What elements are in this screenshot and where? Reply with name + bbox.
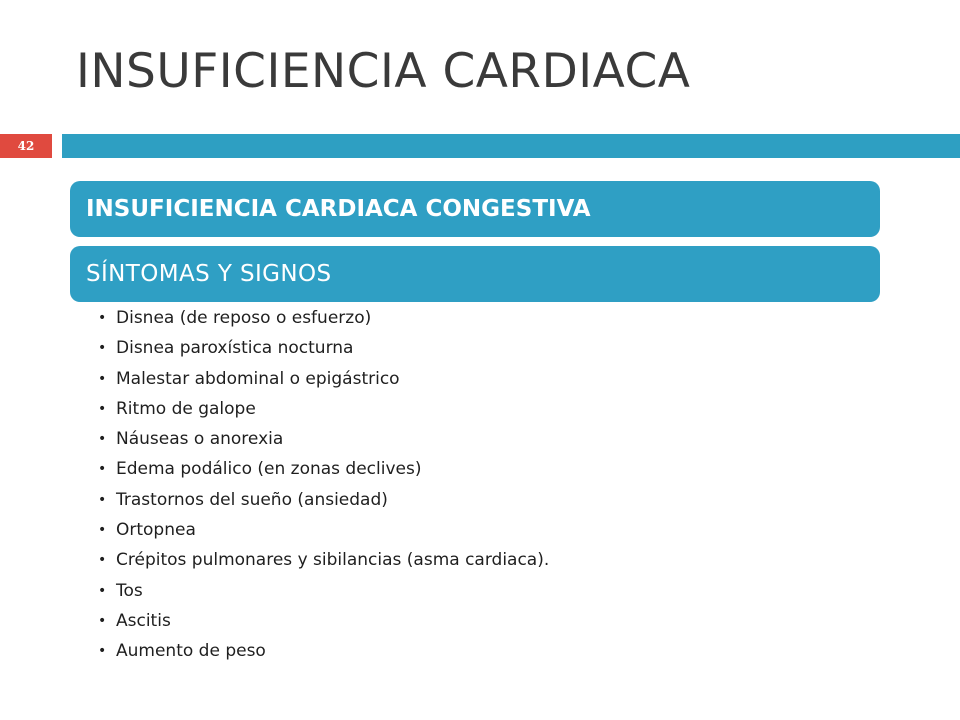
bullet-icon: • bbox=[98, 612, 107, 629]
symptom-item bbox=[98, 394, 549, 424]
subheading-banner: SÍNTOMAS Y SIGNOS bbox=[70, 246, 880, 302]
bullet-icon: • bbox=[98, 552, 107, 569]
bullet-icon: • bbox=[98, 522, 107, 539]
symptom-item bbox=[98, 545, 549, 575]
symptom-text: Malestar abdominal o epigástrico bbox=[116, 368, 400, 389]
symptom-text: Trastornos del sueño (ansiedad) bbox=[116, 489, 388, 510]
symptom-item bbox=[98, 424, 549, 454]
symptom-item bbox=[98, 606, 549, 636]
bullet-icon: • bbox=[98, 582, 107, 599]
symptom-item bbox=[98, 515, 549, 545]
symptom-text: Disnea paroxística nocturna bbox=[116, 338, 354, 359]
slide-title: INSUFICIENCIA CARDIACA bbox=[76, 44, 691, 99]
symptom-text: Ritmo de galope bbox=[116, 398, 256, 419]
symptom-text: Edema podálico (en zonas declives) bbox=[116, 459, 422, 480]
symptom-item bbox=[98, 303, 549, 333]
symptom-text: Aumento de peso bbox=[116, 641, 266, 662]
symptom-item bbox=[98, 485, 549, 515]
bullet-icon: • bbox=[98, 310, 107, 326]
symptom-text: Náuseas o anorexia bbox=[116, 429, 284, 450]
slide-number-badge: 42 bbox=[0, 134, 52, 158]
bullet-icon: • bbox=[98, 400, 107, 417]
symptom-item bbox=[98, 364, 549, 394]
symptom-item bbox=[98, 454, 549, 484]
bullet-icon: • bbox=[98, 643, 107, 660]
symptom-list bbox=[98, 303, 549, 667]
bullet-icon: • bbox=[98, 461, 107, 478]
symptom-item bbox=[98, 333, 549, 363]
symptom-text: Ortopnea bbox=[116, 520, 196, 541]
heading-banner: INSUFICIENCIA CARDIACA CONGESTIVA bbox=[70, 181, 880, 237]
bullet-icon: • bbox=[98, 491, 107, 508]
bullet-icon: • bbox=[98, 370, 107, 387]
title-divider-bar bbox=[62, 134, 960, 158]
bullet-icon: • bbox=[98, 431, 107, 448]
symptom-item bbox=[98, 576, 549, 606]
symptom-text: Tos bbox=[116, 580, 143, 601]
symptom-text: Disnea (de reposo o esfuerzo) bbox=[116, 308, 372, 328]
symptom-text: Crépitos pulmonares y sibilancias (asma cardiaca). bbox=[116, 550, 550, 571]
symptom-text: Ascitis bbox=[116, 610, 171, 631]
bullet-icon: • bbox=[98, 340, 107, 357]
symptom-item bbox=[98, 636, 549, 666]
